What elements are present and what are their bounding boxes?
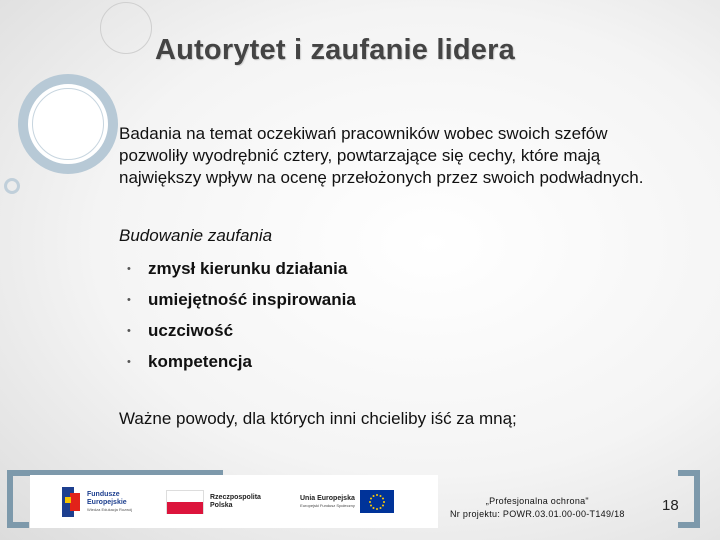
list-item — [119, 253, 679, 284]
decorative-ring-small — [4, 178, 20, 194]
decorative-ring-top — [100, 2, 152, 54]
rzeczpospolita-polska-logo — [166, 490, 296, 514]
eu-line1: Unia Europejska — [300, 495, 355, 502]
list-item-text: kompetencja — [148, 351, 252, 371]
pl-line2: Polska — [210, 501, 233, 509]
eu-flag-icon — [360, 490, 394, 513]
list-item — [119, 346, 679, 377]
bullet-icon: • — [127, 293, 131, 306]
project-name: „Profesjonalna ochrona" — [485, 496, 589, 506]
list-item-text: uczciwość — [148, 320, 234, 340]
fundusze-europejskie-logo — [62, 487, 162, 517]
funding-logo-bar — [30, 475, 438, 528]
eu-line2: Europejski Fundusz Społeczny — [300, 503, 355, 508]
bullet-list — [119, 253, 679, 377]
page-number: 18 — [662, 497, 679, 514]
project-number: Nr projektu: POWR.03.01.00-00-T149/18 — [450, 509, 625, 519]
fe-line3: Wiedza Edukacja Rozwój — [87, 507, 133, 512]
fe-line1: Fundusze — [87, 491, 120, 498]
fe-mark-icon — [62, 487, 82, 517]
left-bracket-decoration — [7, 470, 29, 528]
list-item-text: umiejętność inspirowania — [148, 289, 356, 309]
slide-content — [119, 123, 679, 430]
unia-europejska-logo — [300, 490, 394, 513]
list-item-text: zmysł kierunku działania — [148, 258, 348, 278]
closing-line: Ważne powody, dla których inni chcieliby iść za mną; — [119, 409, 517, 428]
project-info — [450, 495, 625, 521]
bullet-icon: • — [127, 324, 131, 337]
right-bracket-decoration — [678, 470, 700, 528]
slide-title: Autorytet i zaufanie lidera — [155, 34, 515, 66]
list-item — [119, 315, 679, 346]
bullet-icon: • — [127, 355, 131, 368]
subheading: Budowanie zaufania — [119, 226, 273, 245]
list-item — [119, 284, 679, 315]
decorative-ring-inner — [32, 88, 104, 160]
polish-flag-icon — [166, 490, 204, 514]
intro-paragraph: Badania na temat oczekiwań pracowników wobec swoich szefów pozwoliły wyodrębnić cztery, powtarzające się cechy, które mają największy wpływ na ocenę przełożonych przez swoich podwładnych. — [119, 124, 644, 187]
bullet-icon: • — [127, 262, 131, 275]
fe-line2: Europejskie — [87, 499, 127, 506]
pl-line1: Rzeczpospolita — [210, 493, 261, 501]
